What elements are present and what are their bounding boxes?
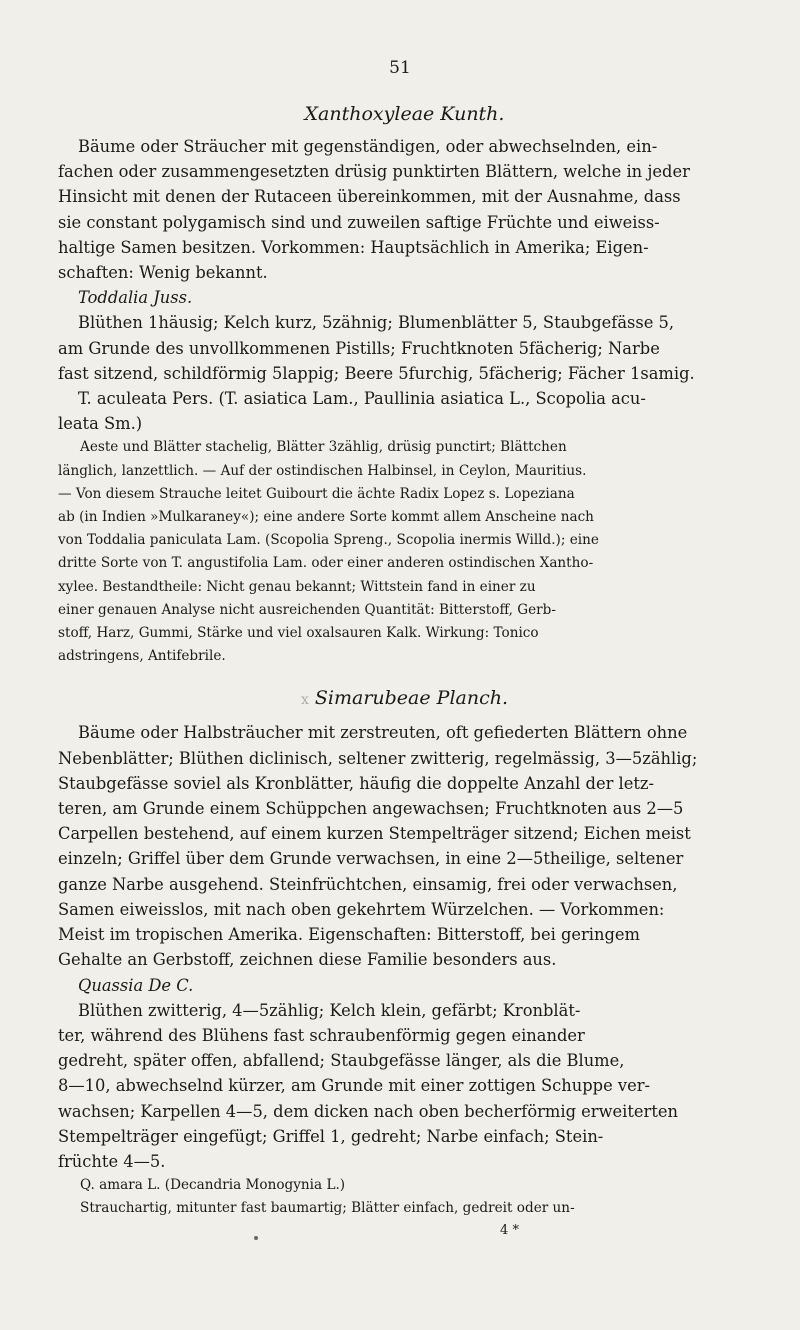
species-heading-quassia-amara: Q. amara L. (Decandria Monogynia L.): [80, 1177, 346, 1194]
text-line: am Grunde des unvollkommenen Pistills; Fruchtknoten 5fächerig; Narbe: [58, 338, 660, 358]
text-line: 8—10, abwechselnd kürzer, am Grunde mit einer zottigen Schuppe ver-: [58, 1076, 650, 1096]
section-heading-simarubeae: [58, 678, 751, 720]
text-line: früchte 4—5.: [58, 1151, 166, 1171]
text-line: von Toddalia paniculata Lam. (Scopolia Spreng., Scopolia inermis Willd.); eine: [58, 532, 599, 549]
genus-name: Toddalia Juss.: [78, 288, 193, 308]
paragraph-family-description: [58, 134, 751, 285]
text-line: Stempelträger eingefügt; Griffel 1, gedreht; Narbe einfach; Stein-: [58, 1126, 604, 1146]
text-line: einzeln; Griffel über dem Grunde verwachsen, in eine 2—5theilige, seltener: [58, 849, 684, 869]
signature-mark: 4 *: [500, 1222, 519, 1238]
text-line: Staubgefässe soviel als Kronblätter, häufig die doppelte Anzahl der letz-: [58, 773, 654, 793]
paragraph-quassia-description: [58, 998, 751, 1174]
ink-speck: [254, 1236, 258, 1240]
text-line: Blüthen 1häusig; Kelch kurz, 5zähnig; Blumenblätter 5, Staubgefässe 5,: [78, 313, 675, 333]
text-line: ganze Narbe ausgehend. Steinfrüchtchen, einsamig, frei oder verwachsen,: [58, 874, 678, 894]
heading-text: Xanthoxyleae Kunth.: [304, 103, 505, 125]
text-line: Carpellen bestehend, auf einem kurzen Stempelträger sitzend; Eichen meist: [58, 824, 691, 844]
text-line: fachen oder zusammengesetzten drüsig punktirten Blättern, welche in jeder: [58, 162, 690, 182]
text-line: schaften: Wenig bekannt.: [58, 263, 268, 283]
text-line: — Von diesem Strauche leitet Guibourt die ächte Radix Lopez s. Lopeziana: [58, 485, 575, 502]
margin-mark: x: [300, 692, 309, 709]
text-line: einer genauen Analyse nicht ausreichenden Quantität: Bitterstoff, Gerb-: [58, 601, 556, 618]
genus-name: Quassia De C.: [78, 975, 194, 995]
text-line: Strauchartig, mitunter fast baumartig; Blätter einfach, gedreit oder un-: [80, 1200, 575, 1217]
text-line: haltige Samen besitzen. Vorkommen: Hauptsächlich in Amerika; Eigen-: [58, 237, 649, 257]
text-line: stoff, Harz, Gummi, Stärke und viel oxalsauren Kalk. Wirkung: Tonico: [58, 625, 539, 642]
page-number: 51: [389, 58, 411, 78]
text-line: Bäume oder Halbsträucher mit zerstreuten, oft gefiederten Blättern ohne: [78, 723, 688, 743]
text-line: Gehalte an Gerbstoff, zeichnen diese Familie besonders aus.: [58, 950, 557, 970]
text-line: wachsen; Karpellen 4—5, dem dicken nach oben becherförmig erweiterten: [58, 1101, 678, 1121]
page-text: [58, 90, 751, 1241]
text-line: Samen eiweisslos, mit nach oben gekehrtem Würzelchen. — Vorkommen:: [58, 899, 665, 919]
genus-heading-toddalia: [58, 285, 751, 310]
text-line: dritte Sorte von T. angustifolia Lam. oder einer anderen ostindischen Xantho-: [58, 555, 594, 572]
text-line: Hinsicht mit denen der Rutaceen übereinkommen, mit der Ausnahme, dass: [58, 187, 681, 207]
paragraph-simarubeae-description: [58, 720, 751, 972]
text-line: teren, am Grunde einem Schüppchen angewachsen; Fruchtknoten aus 2—5: [58, 799, 684, 819]
heading-text: Simarubeae Planch.: [314, 687, 509, 710]
text-line: adstringens, Antifebrile.: [58, 648, 226, 665]
text-line: Blüthen zwitterig, 4—5zählig; Kelch klein, gefärbt; Kronblät-: [78, 1000, 581, 1020]
species-heading: [58, 386, 751, 436]
section-heading-xanthoxyleae: [58, 94, 751, 134]
paragraph-genus-description: [58, 310, 751, 386]
paragraph-species-notes: [58, 436, 751, 668]
text-line: ab (in Indien »Mulkaraney«); eine andere Sorte kommt allem Anscheine nach: [58, 509, 594, 526]
text-line: sie constant polygamisch sind und zuweilen saftige Früchte und eiweiss-: [58, 212, 660, 232]
text-line: Bäume oder Sträucher mit gegenständigen, oder abwechselnden, ein-: [78, 137, 658, 156]
genus-heading-quassia: [58, 973, 751, 998]
text-line: Nebenblätter; Blüthen diclinisch, seltener zwitterig, regelmässig, 3—5zählig;: [58, 748, 698, 768]
text-line: länglich, lanzettlich. — Auf der ostindischen Halbinsel, in Ceylon, Mauritius.: [58, 462, 587, 479]
text-line: Meist im tropischen Amerika. Eigenschaften: Bitterstoff, bei geringem: [58, 925, 640, 945]
text-line: T. aculeata Pers. (T. asiatica Lam., Paullinia asiatica L., Scopolia acu-: [78, 389, 646, 409]
text-line: ter, während des Blühens fast schraubenförmig gegen einander: [58, 1025, 585, 1045]
text-line: leata Sm.): [58, 414, 143, 434]
text-line: Aeste und Blätter stachelig, Blätter 3zählig, drüsig punctirt; Blättchen: [80, 439, 567, 456]
text-line: fast sitzend, schildförmig 5lappig; Beere 5furchig, 5fächerig; Fächer 1samig.: [58, 363, 695, 383]
text-line: xylee. Bestandtheile: Nicht genau bekannt; Wittstein fand in einer zu: [58, 578, 536, 595]
text-line: gedreht, später offen, abfallend; Staubgefässe länger, als die Blume,: [58, 1051, 625, 1071]
